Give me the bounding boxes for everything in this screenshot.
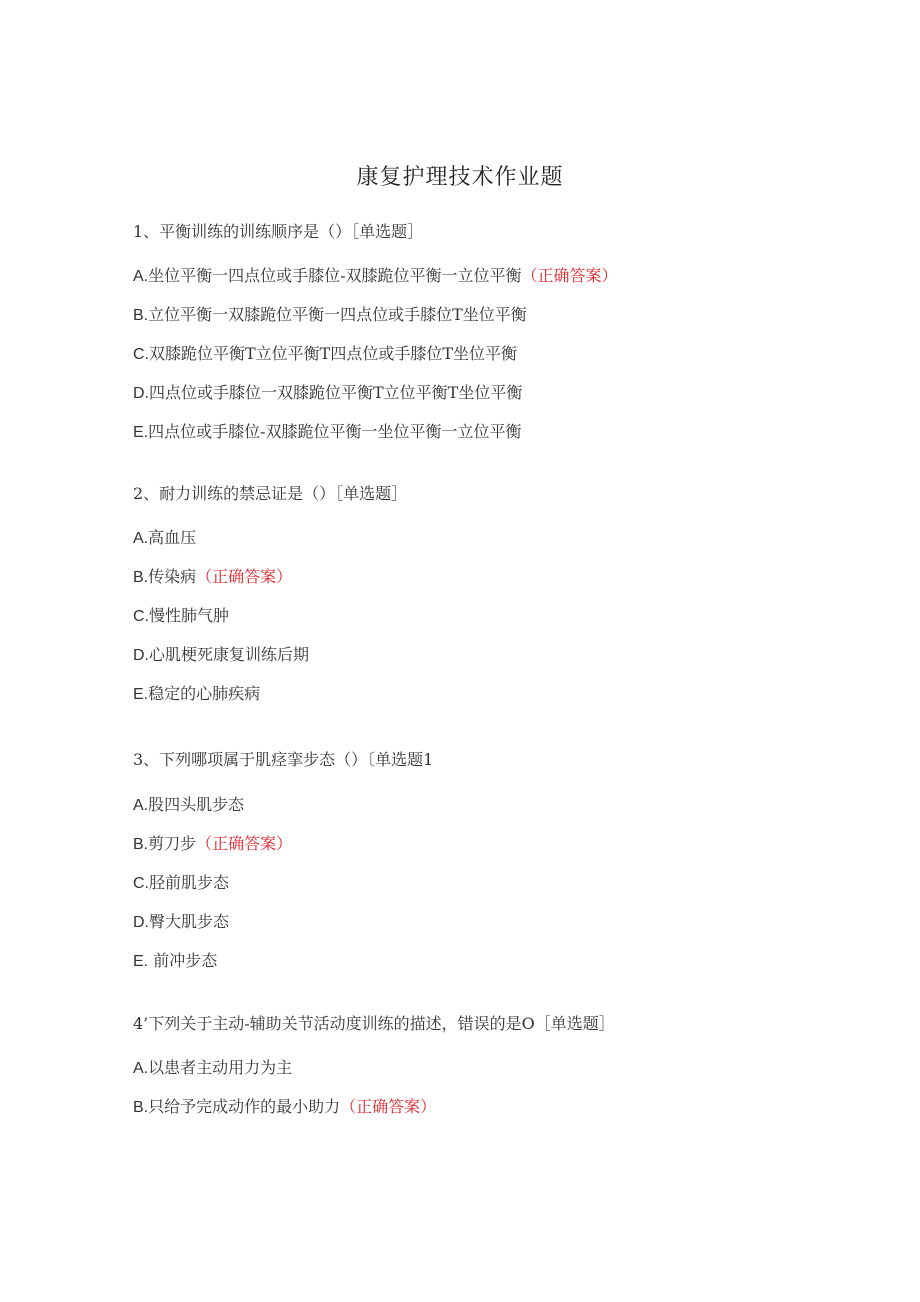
option-letter: E.: [133, 424, 149, 441]
option-text: 前冲步态: [148, 951, 218, 970]
option-letter: B.: [133, 307, 149, 324]
question-1-option-b: [133, 304, 527, 327]
option-text: 臀大肌步态: [149, 912, 230, 931]
option-text: 四点位或手膝位一双膝跪位平衡T立位平衡T坐位平衡: [149, 383, 523, 402]
question-3-stem: 3、下列哪项属于肌痉挛步态（）〔单选题1: [133, 750, 434, 769]
option-letter: D.: [133, 647, 149, 664]
option-letter: B.: [133, 569, 149, 586]
question-3-option-a: [133, 794, 244, 817]
question-4-stem: 4’下列关于主动-辅助关节活动度训练的描述，错误的是O［单选题］: [133, 1014, 615, 1033]
option-letter: D.: [133, 385, 149, 402]
correct-answer-tag: （正确答案）: [340, 1097, 437, 1116]
option-letter: D.: [133, 914, 149, 931]
question-3-option-b: [133, 833, 292, 856]
correct-answer-tag: （正确答案）: [521, 266, 618, 285]
question-2-option-e: [133, 683, 260, 706]
question-1-option-d: [133, 382, 522, 405]
question-1-option-e: [133, 421, 522, 444]
correct-answer-tag: （正确答案）: [196, 567, 293, 586]
option-letter: A.: [133, 1060, 149, 1077]
option-letter: A.: [133, 797, 149, 814]
option-text: 剪刀步: [148, 834, 197, 853]
question-1-option-c: [133, 343, 517, 366]
option-text: 四点位或手膝位-双膝跪位平衡一坐位平衡一立位平衡: [148, 422, 522, 441]
option-letter: B.: [133, 836, 149, 853]
option-text: 立位平衡一双膝跪位平衡一四点位或手膝位T坐位平衡: [148, 305, 527, 324]
question-2-option-a: [133, 527, 196, 550]
option-letter: E.: [133, 953, 149, 970]
option-letter: C.: [133, 875, 149, 892]
option-letter: A.: [133, 530, 149, 547]
option-text: 股四头肌步态: [148, 795, 245, 814]
option-text: 高血压: [148, 528, 197, 547]
option-letter: B.: [133, 1099, 149, 1116]
question-4-option-a: [133, 1057, 292, 1080]
option-text: 传染病: [148, 567, 197, 586]
option-text: 坐位平衡一四点位或手膝位-双膝跪位平衡一立位平衡: [148, 266, 522, 285]
option-text: 心肌梗死康复训练后期: [149, 645, 310, 664]
option-text: 双膝跪位平衡T立位平衡T四点位或手膝位T坐位平衡: [149, 344, 518, 363]
option-text: 只给予完成动作的最小助力: [148, 1097, 341, 1116]
option-letter: A.: [133, 268, 149, 285]
question-3-option-e: [133, 950, 217, 973]
option-text: 稳定的心肺疾病: [148, 684, 261, 703]
question-2-option-d: [133, 644, 309, 667]
question-2-stem: 2、耐力训练的禁忌证是（）［单选题］: [133, 484, 408, 503]
correct-answer-tag: （正确答案）: [196, 834, 293, 853]
option-text: 胫前肌步态: [149, 873, 230, 892]
question-2-option-c: [133, 605, 229, 628]
question-4-option-b: [133, 1096, 436, 1119]
option-text: 以患者主动用力为主: [148, 1058, 293, 1077]
question-1-stem: 1、平衡训练的训练顺序是（）［单选题］: [133, 222, 424, 241]
option-text: 慢性肺气肿: [149, 606, 230, 625]
question-3-option-d: [133, 911, 229, 934]
question-2-option-b: [133, 566, 292, 589]
option-letter: C.: [133, 608, 149, 625]
question-1-option-a: [133, 265, 618, 288]
option-letter: C.: [133, 346, 149, 363]
option-letter: E.: [133, 686, 149, 703]
question-3-option-c: [133, 872, 229, 895]
page-title: 康复护理技术作业题: [356, 165, 564, 190]
